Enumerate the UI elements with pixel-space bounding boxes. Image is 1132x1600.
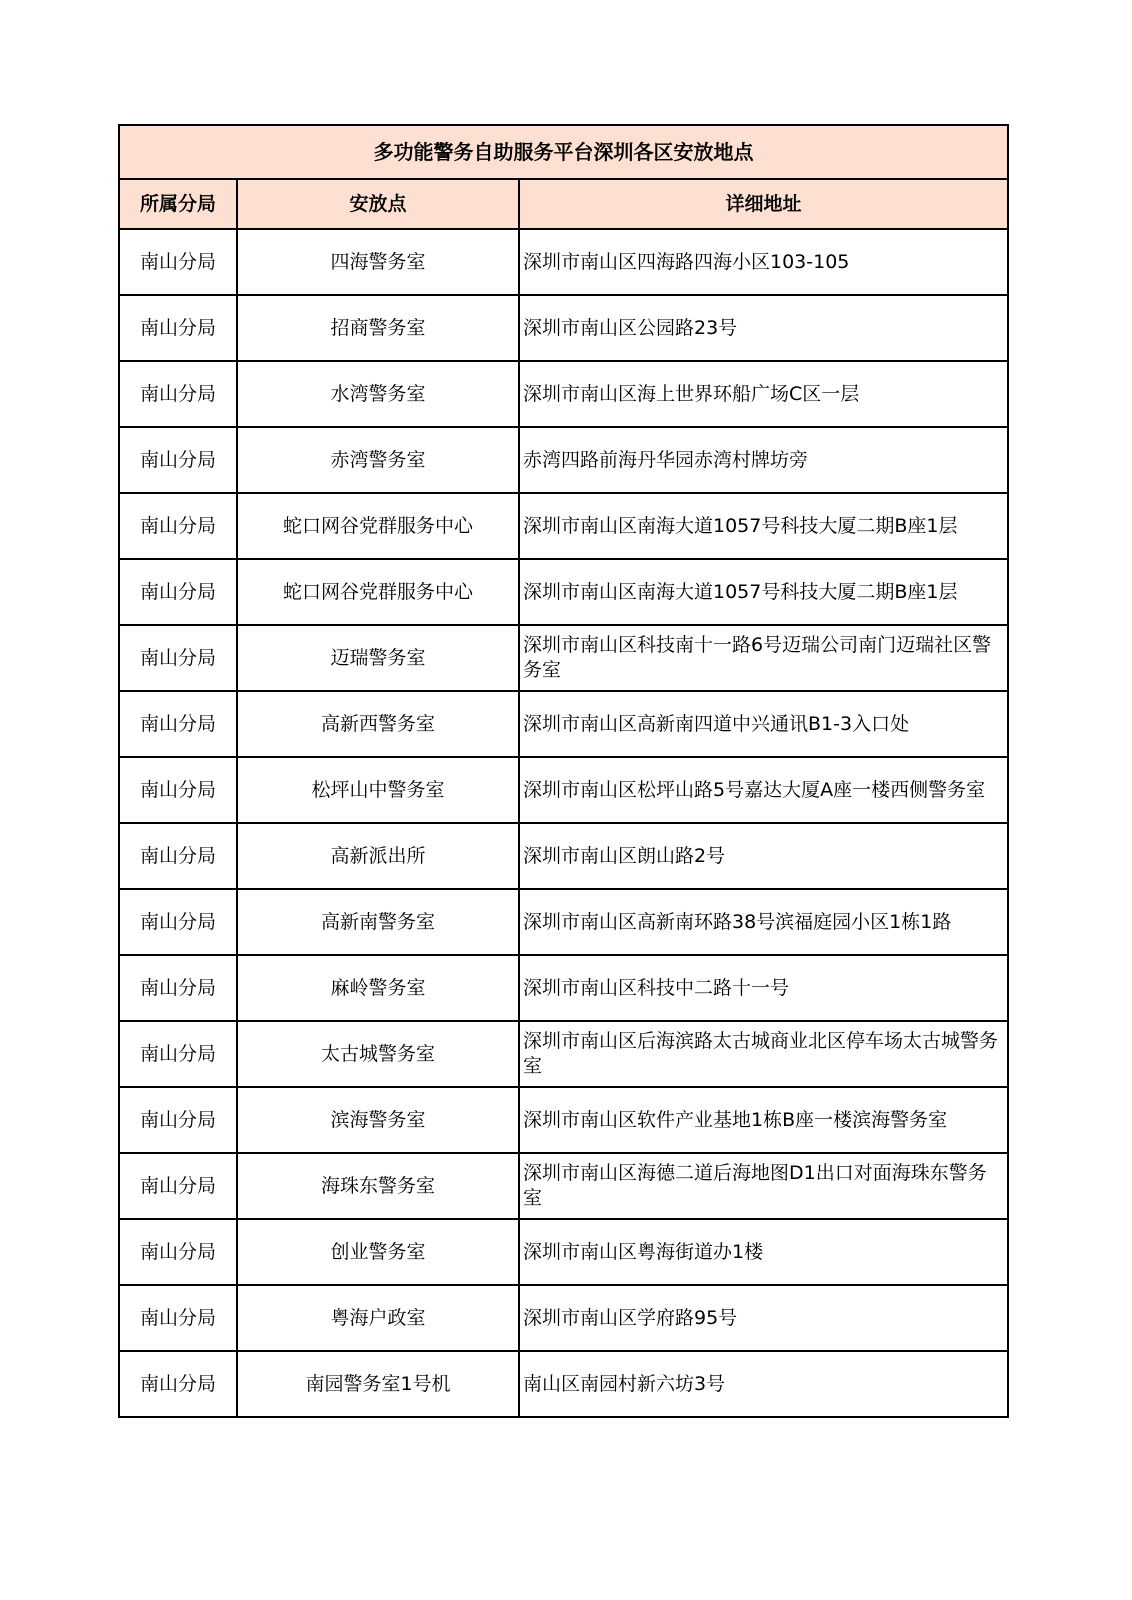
bureau-cell: 南山分局 — [119, 229, 237, 295]
bureau-cell: 南山分局 — [119, 757, 237, 823]
address-cell: 深圳市南山区公园路23号 — [519, 295, 1008, 361]
title-row — [119, 125, 1008, 179]
bureau-cell: 南山分局 — [119, 625, 237, 691]
bureau-cell: 南山分局 — [119, 361, 237, 427]
table-row — [119, 229, 1008, 295]
table-row — [119, 1021, 1008, 1087]
table-body — [119, 229, 1008, 1417]
table-row — [119, 691, 1008, 757]
bureau-cell: 南山分局 — [119, 427, 237, 493]
table-row — [119, 1351, 1008, 1417]
address-cell: 深圳市南山区粤海街道办1楼 — [519, 1219, 1008, 1285]
table-row — [119, 757, 1008, 823]
address-cell: 深圳市南山区南海大道1057号科技大厦二期B座1层 — [519, 493, 1008, 559]
table-row — [119, 295, 1008, 361]
bureau-cell: 南山分局 — [119, 1153, 237, 1219]
column-header-bureau: 所属分局 — [119, 179, 237, 229]
site-cell: 海珠东警务室 — [237, 1153, 519, 1219]
bureau-cell: 南山分局 — [119, 1021, 237, 1087]
site-cell: 粤海户政室 — [237, 1285, 519, 1351]
bureau-cell: 南山分局 — [119, 1219, 237, 1285]
address-cell: 深圳市南山区高新南环路38号滨福庭园小区1栋1路 — [519, 889, 1008, 955]
site-cell: 蛇口网谷党群服务中心 — [237, 559, 519, 625]
address-cell: 深圳市南山区松坪山路5号嘉达大厦A座一楼西侧警务室 — [519, 757, 1008, 823]
site-cell: 赤湾警务室 — [237, 427, 519, 493]
table-row — [119, 1153, 1008, 1219]
locations-table — [118, 124, 1009, 1418]
bureau-cell: 南山分局 — [119, 1351, 237, 1417]
table-row — [119, 361, 1008, 427]
bureau-cell: 南山分局 — [119, 1087, 237, 1153]
bureau-cell: 南山分局 — [119, 889, 237, 955]
address-cell: 深圳市南山区软件产业基地1栋B座一楼滨海警务室 — [519, 1087, 1008, 1153]
bureau-cell: 南山分局 — [119, 559, 237, 625]
bureau-cell: 南山分局 — [119, 691, 237, 757]
header-row — [119, 179, 1008, 229]
site-cell: 滨海警务室 — [237, 1087, 519, 1153]
site-cell: 南园警务室1号机 — [237, 1351, 519, 1417]
table-row — [119, 625, 1008, 691]
address-cell: 深圳市南山区海德二道后海地图D1出口对面海珠东警务室 — [519, 1153, 1008, 1219]
address-cell: 深圳市南山区南海大道1057号科技大厦二期B座1层 — [519, 559, 1008, 625]
site-cell: 高新派出所 — [237, 823, 519, 889]
bureau-cell: 南山分局 — [119, 823, 237, 889]
site-cell: 太古城警务室 — [237, 1021, 519, 1087]
bureau-cell: 南山分局 — [119, 955, 237, 1021]
address-cell: 深圳市南山区海上世界环船广场C区一层 — [519, 361, 1008, 427]
site-cell: 四海警务室 — [237, 229, 519, 295]
site-cell: 迈瑞警务室 — [237, 625, 519, 691]
bureau-cell: 南山分局 — [119, 493, 237, 559]
bureau-cell: 南山分局 — [119, 1285, 237, 1351]
table-row — [119, 559, 1008, 625]
site-cell: 水湾警务室 — [237, 361, 519, 427]
site-cell: 创业警务室 — [237, 1219, 519, 1285]
site-cell: 蛇口网谷党群服务中心 — [237, 493, 519, 559]
site-cell: 麻岭警务室 — [237, 955, 519, 1021]
column-header-address: 详细地址 — [519, 179, 1008, 229]
table-row — [119, 1219, 1008, 1285]
address-cell: 赤湾四路前海丹华园赤湾村牌坊旁 — [519, 427, 1008, 493]
site-cell: 招商警务室 — [237, 295, 519, 361]
address-cell: 深圳市南山区朗山路2号 — [519, 823, 1008, 889]
address-cell: 深圳市南山区学府路95号 — [519, 1285, 1008, 1351]
bureau-cell: 南山分局 — [119, 295, 237, 361]
address-cell: 深圳市南山区科技南十一路6号迈瑞公司南门迈瑞社区警务室 — [519, 625, 1008, 691]
address-cell: 深圳市南山区科技中二路十一号 — [519, 955, 1008, 1021]
column-header-site: 安放点 — [237, 179, 519, 229]
table-title: 多功能警务自助服务平台深圳各区安放地点 — [119, 125, 1008, 179]
site-cell: 松坪山中警务室 — [237, 757, 519, 823]
table-row — [119, 823, 1008, 889]
site-cell: 高新西警务室 — [237, 691, 519, 757]
table-row — [119, 889, 1008, 955]
address-cell: 深圳市南山区后海滨路太古城商业北区停车场太古城警务室 — [519, 1021, 1008, 1087]
address-cell: 深圳市南山区高新南四道中兴通讯B1-3入口处 — [519, 691, 1008, 757]
table-row — [119, 1087, 1008, 1153]
table-row — [119, 427, 1008, 493]
address-cell: 南山区南园村新六坊3号 — [519, 1351, 1008, 1417]
table-row — [119, 955, 1008, 1021]
site-cell: 高新南警务室 — [237, 889, 519, 955]
table-row — [119, 493, 1008, 559]
table-row — [119, 1285, 1008, 1351]
address-cell: 深圳市南山区四海路四海小区103-105 — [519, 229, 1008, 295]
